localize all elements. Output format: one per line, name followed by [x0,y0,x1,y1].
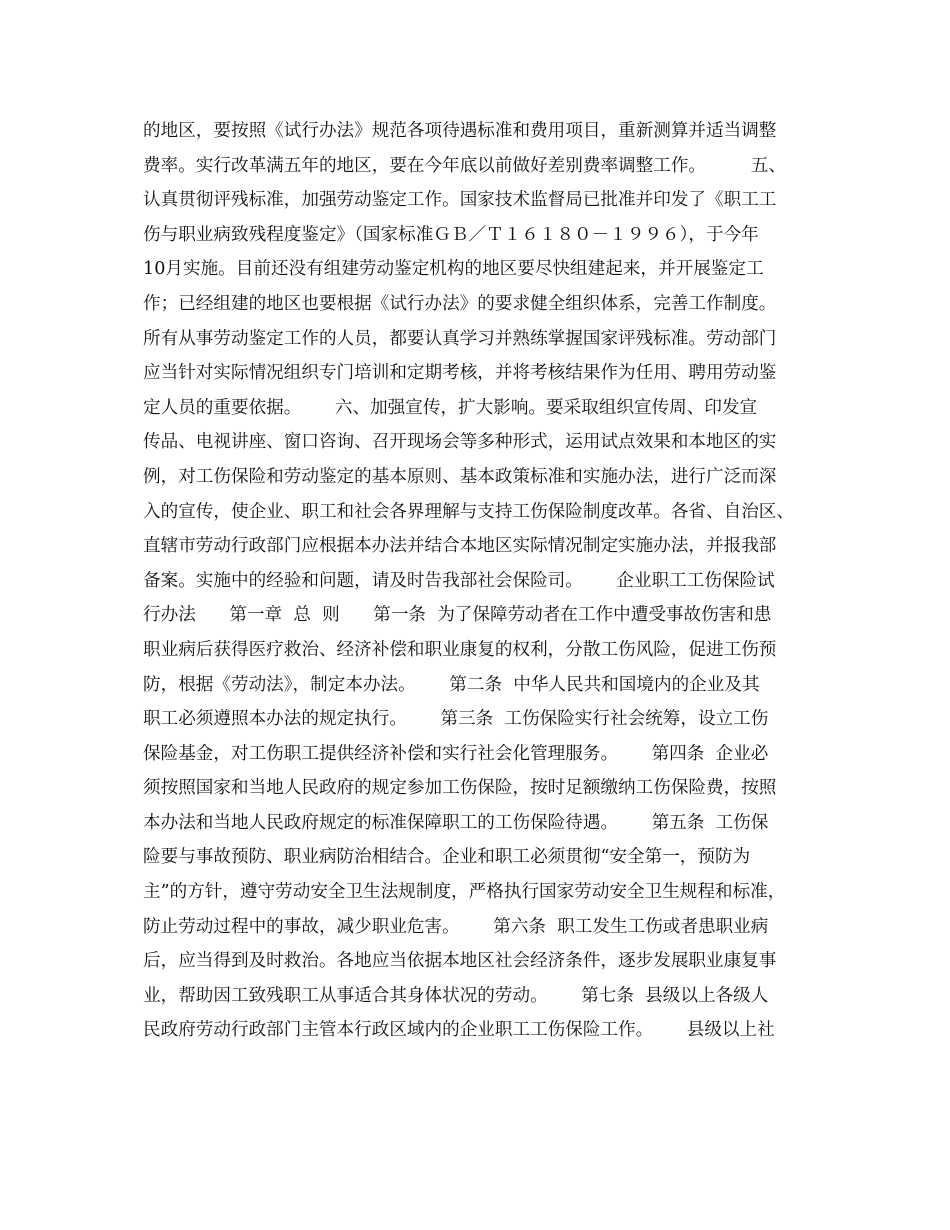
text-line: 后，应当得到及时救治。各地应当依据本地区社会经济条件，逐步发展职业康复事 [143,951,777,972]
text-line: 的地区，要按照《试行办法》规范各项待遇标准和费用项目，重新测算并适当调整 [143,121,777,141]
text-line: 险要与事故预防、职业病防治相结合。企业和职工必须贯彻“安全第一，预防为 [143,847,751,868]
text-line: 直辖市劳动行政部门应根据本办法并结合本地区实际情况制定实施办法，并报我部 [143,536,777,557]
text-line: 作；已经组建的地区也要根据《试行办法》的要求健全组织体系，完善工作制度。 [143,293,777,314]
text-line: 行办法 第一章 总 则 第一条 为了保障劳动者在工作中遭受事故伤害和患 [143,605,772,626]
text-line: 伤与职业病致残程度鉴定》（国家标准ＧＢ／Ｔ１６１８０－１９９６），于今年 [143,224,759,245]
text-line: 传品、电视讲座、窗口咨询、召开现场会等多种形式，运用试点效果和本地区的实 [143,432,777,453]
body-text [143,114,823,1048]
text-line: 10月实施。目前还没有组建劳动鉴定机构的地区要尽快组建起来，并开展鉴定工 [143,259,764,280]
text-line: 例，对工伤保险和劳动鉴定的基本原则、基本政策标准和实施办法，进行广泛而深 [143,466,777,487]
text-line: 所有从事劳动鉴定工作的人员，都要认真学习并熟练掌握国家评残标准。劳动部门 [143,328,777,349]
text-line: 入的宣传，使企业、职工和社会各界理解与支持工伤保险制度改革。各省、自治区、 [143,501,794,522]
text-line: 防止劳动过程中的事故，减少职业危害。 第六条 职工发生工伤或者患职业病 [143,916,769,937]
text-line: 职业病后获得医疗救治、经济补偿和职业康复的权利，分散工伤风险，促进工伤预 [143,639,777,660]
text-line: 应当针对实际情况组织专门培训和定期考核，并将考核结果作为任用、聘用劳动鉴 [143,363,777,384]
text-line: 主”的方针，遵守劳动安全卫生法规制度，严格执行国家劳动安全卫生规程和标准， [143,882,786,903]
text-line: 民政府劳动行政部门主管本行政区域内的企业职工工伤保险工作。 县级以上社 [143,1020,775,1041]
text-line: 定人员的重要依据。 六、加强宣传，扩大影响。要采取组织宣传周、印发宣 [143,397,758,418]
text-line: 防，根据《劳动法》，制定本办法。 第二条 中华人民共和国境内的企业及其 [143,674,760,695]
text-line: 须按照国家和当地人民政府的规定参加工伤保险，按时足额缴纳工伤保险费，按照 [143,778,777,799]
text-line: 本办法和当地人民政府规定的标准保障职工的工伤保险待遇。 第五条 工伤保 [143,812,769,833]
text-line: 业，帮助因工致残职工从事适合其身体状况的劳动。 第七条 县级以上各级人 [143,985,769,1006]
text-line: 备案。实施中的经验和问题，请及时告我部社会保险司。 企业职工工伤保险试 [143,570,775,591]
text-line: 职工必须遵照本办法的规定执行。 第三条 工伤保险实行社会统筹，设立工伤 [143,709,769,730]
text-line: 认真贯彻评残标准，加强劳动鉴定工作。国家技术监督局已批准并印发了《职工工 [143,190,777,211]
text-line: 费率。实行改革满五年的地区，要在今年底以前做好差别费率调整工作。 五、 [143,155,786,176]
text-line: 保险基金，对工伤职工提供经济补偿和实行社会化管理服务。 第四条 企业必 [143,743,769,764]
